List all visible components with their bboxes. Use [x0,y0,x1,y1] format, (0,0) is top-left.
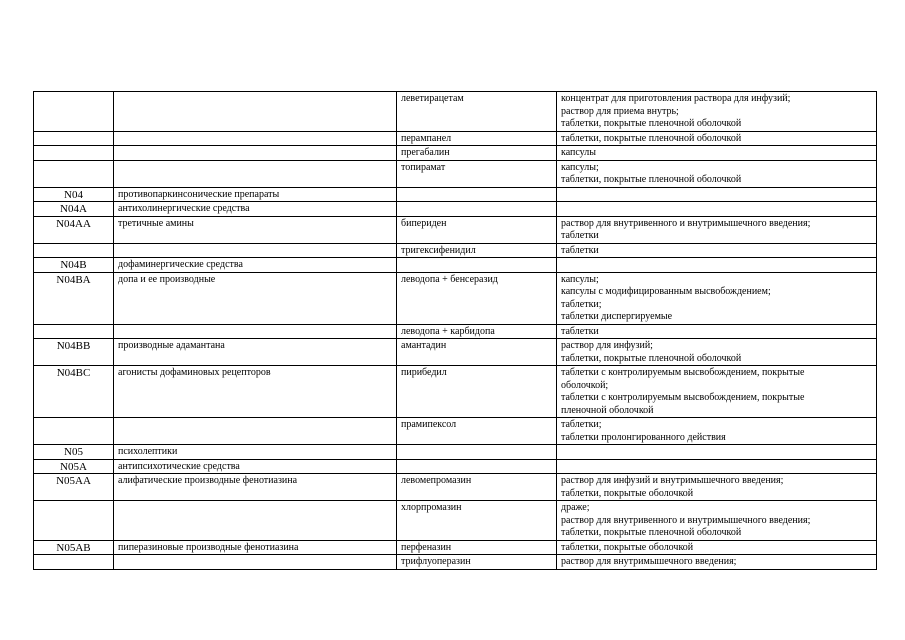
drug-name-cell: перампанел [397,131,557,146]
drug-name-cell [397,445,557,460]
table-row [34,501,877,541]
drug-name-cell: прамипексол [397,418,557,445]
drug-name-cell: хлорпромазин [397,501,557,541]
pharmacological-group-cell: агонисты дофаминовых рецепторов [114,366,397,418]
medication-table [33,91,877,570]
table-row [34,92,877,132]
pharmacological-group-cell [114,146,397,161]
table-body [34,92,877,570]
dosage-form-cell [557,445,877,460]
pharmacological-group-cell [114,92,397,132]
pharmacological-group-cell: дофаминергические средства [114,258,397,273]
drug-name-cell: леводопа + бенсеразид [397,272,557,324]
dosage-form-cell: таблетки, покрытые пленочной оболочкой [557,131,877,146]
pharmacological-group-cell: допа и ее производные [114,272,397,324]
atc-code-cell [34,160,114,187]
pharmacological-group-cell [114,324,397,339]
drug-name-cell: леводопа + карбидопа [397,324,557,339]
pharmacological-group-cell [114,131,397,146]
atc-code-cell [34,555,114,570]
atc-code-cell [34,418,114,445]
drug-name-cell: леветирацетам [397,92,557,132]
table-row [34,339,877,366]
dosage-form-cell [557,187,877,202]
table-row [34,324,877,339]
table-row [34,540,877,555]
atc-code-cell: N04BC [34,366,114,418]
drug-name-cell: трифлуоперазин [397,555,557,570]
atc-code-cell: N05AB [34,540,114,555]
pharmacological-group-cell: третичные амины [114,216,397,243]
atc-code-cell: N05AA [34,474,114,501]
atc-code-cell [34,501,114,541]
pharmacological-group-cell: производные адамантана [114,339,397,366]
dosage-form-cell: таблетки [557,243,877,258]
pharmacological-group-cell [114,418,397,445]
drug-name-cell [397,187,557,202]
pharmacological-group-cell: антихолинергические средства [114,202,397,217]
atc-code-cell: N04B [34,258,114,273]
atc-code-cell: N04 [34,187,114,202]
table-row [34,146,877,161]
dosage-form-cell [557,202,877,217]
dosage-form-cell: таблетки [557,324,877,339]
drug-name-cell: тригексифенидил [397,243,557,258]
atc-code-cell: N04BB [34,339,114,366]
pharmacological-group-cell [114,243,397,258]
atc-code-cell [34,131,114,146]
dosage-form-cell: таблетки; таблетки пролонгированного действия [557,418,877,445]
table-row [34,258,877,273]
dosage-form-cell [557,258,877,273]
atc-code-cell: N05A [34,459,114,474]
dosage-form-cell: раствор для инфузий и внутримышечного введения; таблетки, покрытые оболочкой [557,474,877,501]
pharmacological-group-cell: пиперазиновые производные фенотиазина [114,540,397,555]
atc-code-cell: N04BA [34,272,114,324]
table-row [34,555,877,570]
drug-name-cell: левомепромазин [397,474,557,501]
atc-code-cell [34,324,114,339]
dosage-form-cell: драже; раствор для внутривенного и внутримышечного введения; таблетки, покрытые пленочной оболочкой [557,501,877,541]
drug-name-cell: топирамат [397,160,557,187]
dosage-form-cell: капсулы [557,146,877,161]
drug-name-cell [397,202,557,217]
table-row [34,243,877,258]
table-row [34,202,877,217]
table-row [34,445,877,460]
dosage-form-cell: таблетки с контролируемым высвобождением, покрытые оболочкой; таблетки с контролируемым высвобождением, покрытые пленочной оболочкой [557,366,877,418]
dosage-form-cell: раствор для инфузий; таблетки, покрытые пленочной оболочкой [557,339,877,366]
pharmacological-group-cell: противопаркинсонические препараты [114,187,397,202]
dosage-form-cell: капсулы; капсулы с модифицированным высвобождением; таблетки; таблетки диспергируемые [557,272,877,324]
atc-code-cell [34,146,114,161]
atc-code-cell: N04AA [34,216,114,243]
dosage-form-cell: таблетки, покрытые оболочкой [557,540,877,555]
atc-code-cell [34,92,114,132]
drug-name-cell [397,258,557,273]
atc-code-cell [34,243,114,258]
table-row [34,418,877,445]
pharmacological-group-cell [114,555,397,570]
table-row [34,366,877,418]
dosage-form-cell: концентрат для приготовления раствора для инфузий; раствор для приема внутрь; таблетки, покрытые пленочной оболочкой [557,92,877,132]
dosage-form-cell: раствор для внутримышечного введения; [557,555,877,570]
dosage-form-cell: капсулы; таблетки, покрытые пленочной оболочкой [557,160,877,187]
pharmacological-group-cell: психолептики [114,445,397,460]
drug-name-cell: амантадин [397,339,557,366]
table-row [34,160,877,187]
dosage-form-cell: раствор для внутривенного и внутримышечного введения; таблетки [557,216,877,243]
pharmacological-group-cell [114,501,397,541]
table-row [34,474,877,501]
table-row [34,216,877,243]
table-row [34,187,877,202]
atc-code-cell: N05 [34,445,114,460]
drug-name-cell: прегабалин [397,146,557,161]
drug-name-cell: пирибедил [397,366,557,418]
pharmacological-group-cell: алифатические производные фенотиазина [114,474,397,501]
drug-name-cell [397,459,557,474]
pharmacological-group-cell [114,160,397,187]
table-row [34,131,877,146]
pharmacological-group-cell: антипсихотические средства [114,459,397,474]
atc-code-cell: N04A [34,202,114,217]
dosage-form-cell [557,459,877,474]
drug-name-cell: перфеназин [397,540,557,555]
table-row [34,459,877,474]
table-row [34,272,877,324]
drug-name-cell: бипериден [397,216,557,243]
